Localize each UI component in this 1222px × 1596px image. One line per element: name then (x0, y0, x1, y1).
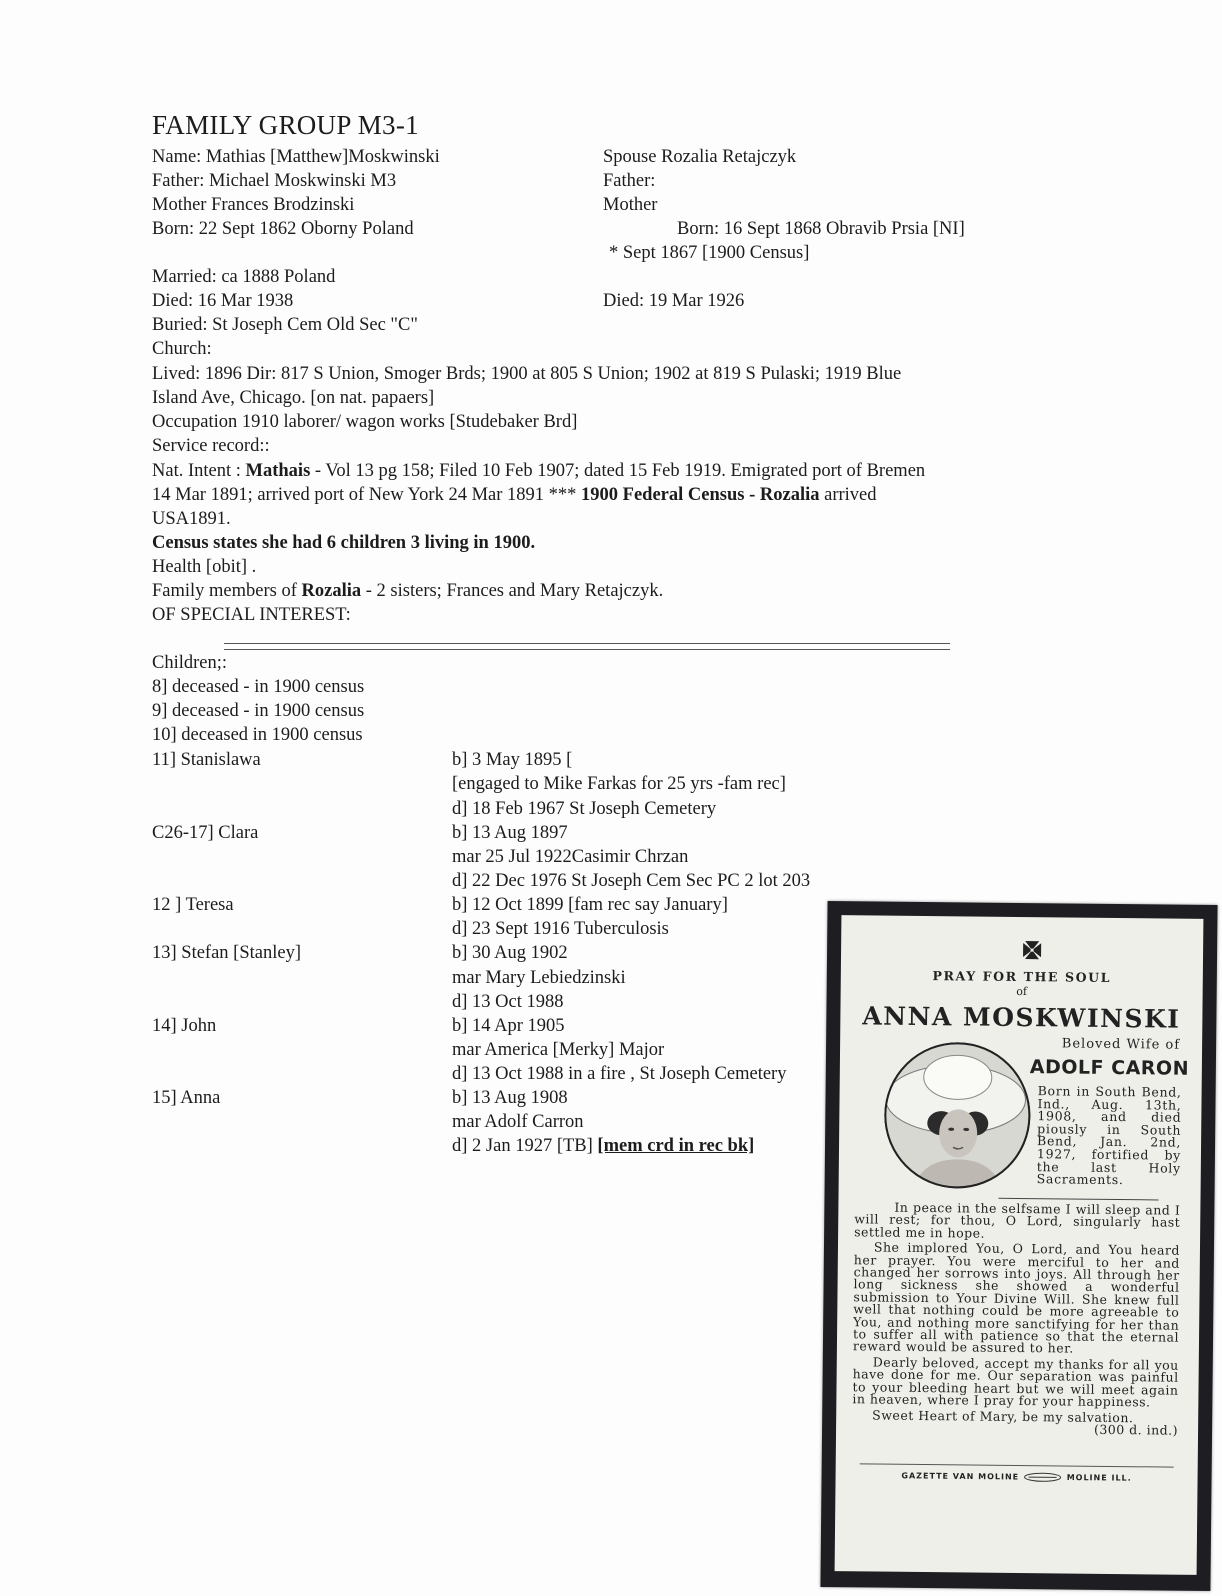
stanislawa-note: [engaged to Mike Farkas for 25 yrs -fam rec] (452, 774, 786, 794)
teresa-born: b] 12 Oct 1899 [fam rec say January] (452, 895, 728, 915)
card-beloved-wife: Beloved Wife of (1061, 1036, 1181, 1053)
spouse-died-field: Died: 19 Mar 1926 (603, 291, 745, 311)
page-title: FAMILY GROUP M3-1 (152, 110, 419, 140)
card-pray-heading: PRAY FOR THE SOUL (932, 968, 1112, 985)
john-died: d] 13 Oct 1988 in a fire , St Joseph Cemetery (452, 1064, 787, 1084)
spouse-father-field: Father: (603, 171, 656, 191)
anna-born: b] 13 Aug 1908 (452, 1088, 568, 1108)
mother-field: Mother Frances Brodzinski (152, 195, 355, 215)
nat-line-1: Nat. Intent : Mathais - Vol 13 pg 158; Filed 10 Feb 1907; dated 15 Feb 1919. Emigrated port of Bremen (152, 461, 926, 481)
double-rule-divider (224, 643, 950, 650)
family-members: Family members of Rozalia - 2 sisters; Frances and Mary Retajczyk. (152, 581, 664, 601)
card-printer: GAZETTE VAN MOLINE MOLINE ILL. (901, 1471, 1132, 1483)
card-husband-name: ADOLF CARON (1029, 1056, 1190, 1080)
anna-married: mar Adolf Carron (452, 1112, 584, 1132)
clara-died: d] 22 Dec 1976 St Joseph Cem Sec PC 2 lot 203 (452, 871, 811, 891)
lived-line-1: Lived: 1896 Dir: 817 S Union, Smoger Brds; 1900 at 805 S Union; 1902 at 819 S Pulaski; 1919 Blue (152, 364, 902, 384)
child-12-name: 12 ] Teresa (152, 895, 234, 915)
card-verse-4: Sweet Heart of Mary, be my salvation. (872, 1406, 1134, 1425)
child-9: 9] deceased - in 1900 census (152, 701, 365, 721)
occupation-field: Occupation 1910 laborer/ wagon works [Studebaker Brd] (152, 412, 578, 432)
child-clara-name: C26-17] Clara (152, 823, 259, 843)
stefan-died: d] 13 Oct 1988 (452, 992, 564, 1012)
memorial-card (820, 901, 1217, 1591)
stanislawa-born: b] 3 May 1895 [ (452, 750, 573, 770)
card-verses (852, 1201, 1180, 1437)
child-13-name: 13] Stefan [Stanley] (152, 943, 301, 963)
child-14-name: 14] John (152, 1016, 217, 1036)
child-10: 10] deceased in 1900 census (152, 725, 363, 745)
buried-field: Buried: St Joseph Cem Old Sec "C" (152, 315, 418, 335)
card-verse-2: She implored You, O Lord, and You heard her prayer. You were merciful to her and changed her sorrows into joys. All through her long sickness she showed a wonderful submission to Your Divine Will. She knew full well that nothing could be more agreeable to You, and nothing more sanctifying for her than to suffer all with patience so that the eternal reward would be assured to her. (852, 1239, 1181, 1357)
stefan-married: mar Mary Lebiedzinski (452, 968, 626, 988)
john-born: b] 14 Apr 1905 (452, 1016, 565, 1036)
name-field: Name: Mathias [Matthew]Moskwinski (152, 147, 440, 167)
clara-born: b] 13 Aug 1897 (452, 823, 568, 843)
card-of: of (1016, 984, 1028, 999)
john-married: mar America [Merky] Major (452, 1040, 665, 1060)
printer-emblem-icon (1023, 1472, 1063, 1482)
born-field: Born: 22 Sept 1862 Oborny Poland (152, 219, 414, 239)
children-label: Children;: (152, 653, 228, 673)
married-field: Married: ca 1888 Poland (152, 267, 336, 287)
census-note: Census states she had 6 children 3 living in 1900. (152, 533, 536, 553)
memorial-card-paper (835, 915, 1204, 1575)
teresa-died: d] 23 Sept 1916 Tuberculosis (452, 919, 669, 939)
father-field: Father: Michael Moskwinski M3 (152, 171, 397, 191)
special-interest: OF SPECIAL INTEREST: (152, 605, 351, 625)
nat-line-2: 14 Mar 1891; arrived port of New York 24 Mar 1891 *** 1900 Federal Census - Rozalia arrived (152, 485, 877, 505)
stefan-born: b] 30 Aug 1902 (452, 943, 568, 963)
spouse-born-field: Born: 16 Sept 1868 Obravib Prsia [NI] (677, 219, 965, 239)
service-field: Service record:: (152, 436, 270, 456)
card-footer-rule (860, 1463, 1174, 1467)
clara-married: mar 25 Jul 1922Casimir Chrzan (452, 847, 689, 867)
church-field: Church: (152, 339, 212, 359)
card-verse-1: In peace in the selfsame I will sleep and I will rest; for thou, O Lord, singularly hast settled me in hope. (854, 1199, 1181, 1241)
memorial-card-note: [mem crd in rec bk] (597, 1136, 755, 1156)
health-field: Health [obit] . (152, 557, 257, 577)
lived-line-2: Island Ave, Chicago. [on nat. papaers] (152, 388, 435, 408)
card-indulgence: (300 d. ind.) (1093, 1421, 1179, 1438)
card-verse-3: Dearly beloved, accept my thanks for all you have done for me. Our separation was painful to your bleeding heart but we will meet again in heaven, where I pray for your happiness. (852, 1354, 1179, 1410)
child-8: 8] deceased - in 1900 census (152, 677, 365, 697)
card-deceased-name: ANNA MOSKWINSKI (862, 1001, 1181, 1034)
child-11-name: 11] Stanislawa (152, 750, 261, 770)
spouse-field: Spouse Rozalia Retajczyk (603, 147, 797, 167)
child-15-name: 15] Anna (152, 1088, 221, 1108)
stanislawa-died: d] 18 Feb 1967 St Joseph Cemetery (452, 799, 717, 819)
died-field: Died: 16 Mar 1938 (152, 291, 294, 311)
spouse-born-alt: * Sept 1867 [1900 Census] (609, 243, 810, 263)
portrait-photo (883, 1041, 1033, 1191)
anna-died: d] 2 Jan 1927 [TB] [mem crd in rec bk] (452, 1136, 755, 1156)
maltese-cross-icon (1021, 939, 1043, 961)
spouse-mother-field: Mother (603, 195, 658, 215)
nat-line-3: USA1891. (152, 509, 231, 529)
card-biography: Born in South Bend, Ind., Aug. 13th, 1908, and died piously in South Bend, Jan. 2nd, 1927, fortified by the last Holy Sacraments. (1036, 1083, 1182, 1188)
